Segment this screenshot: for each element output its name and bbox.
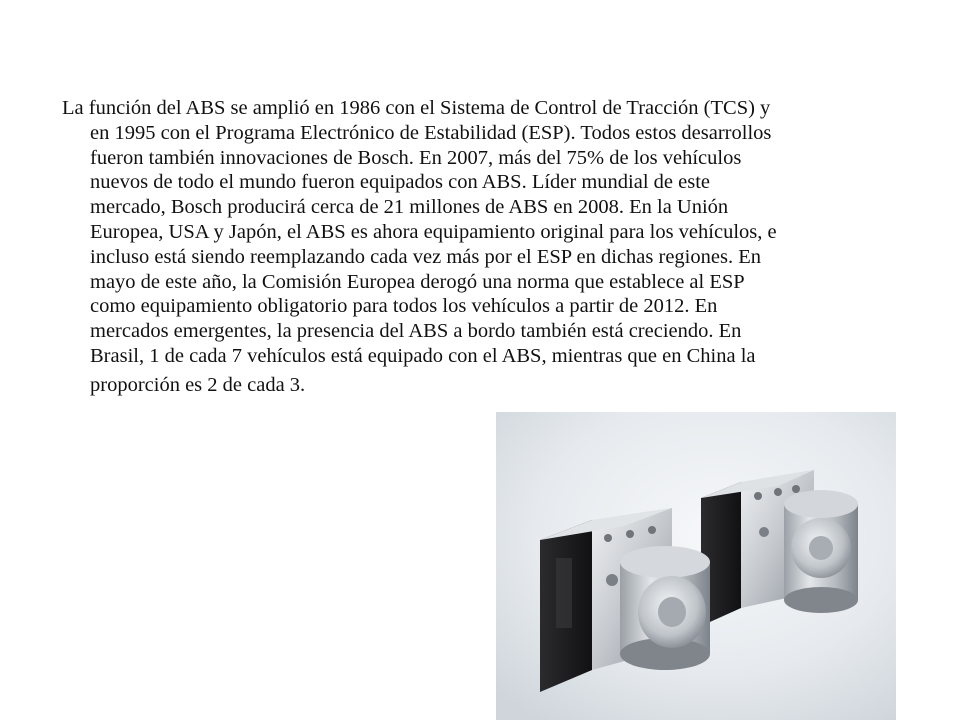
body-paragraph [62, 96, 932, 398]
paragraph-line: Brasil, 1 de cada 7 vehículos está equipado con el ABS, mientras que en China la [90, 344, 756, 367]
paragraph-line: nuevos de todo el mundo fueron equipados con ABS. Líder mundial de este [90, 171, 711, 194]
paragraph-line: fueron también innovaciones de Bosch. En 2007, más del 75% de los vehículos [90, 146, 742, 169]
paragraph-line: proporción es 2 de cada 3. [90, 373, 306, 396]
paragraph-line: mayo de este año, la Comisión Europea derogó una norma que establece al ESP [90, 270, 745, 293]
paragraph-line: mercado, Bosch producirá cerca de 21 millones de ABS en 2008. En la Unión [90, 196, 729, 219]
paragraph-line: La función del ABS se amplió en 1986 con el Sistema de Control de Tracción (TCS) y [62, 97, 771, 119]
paragraph-line: Europea, USA y Japón, el ABS es ahora equipamiento original para los vehículos, e [90, 220, 777, 243]
abs-units-photo [496, 412, 896, 720]
abs-units-illustration [496, 412, 896, 720]
paragraph-line: mercados emergentes, la presencia del ABS a bordo también está creciendo. En [90, 320, 742, 343]
paragraph-line: en 1995 con el Programa Electrónico de Estabilidad (ESP). Todos estos desarrollos [90, 121, 772, 144]
paragraph-line: incluso está siendo reemplazando cada vez más por el ESP en dichas regiones. En [90, 245, 761, 268]
paragraph-line: como equipamiento obligatorio para todos los vehículos a partir de 2012. En [90, 295, 718, 318]
